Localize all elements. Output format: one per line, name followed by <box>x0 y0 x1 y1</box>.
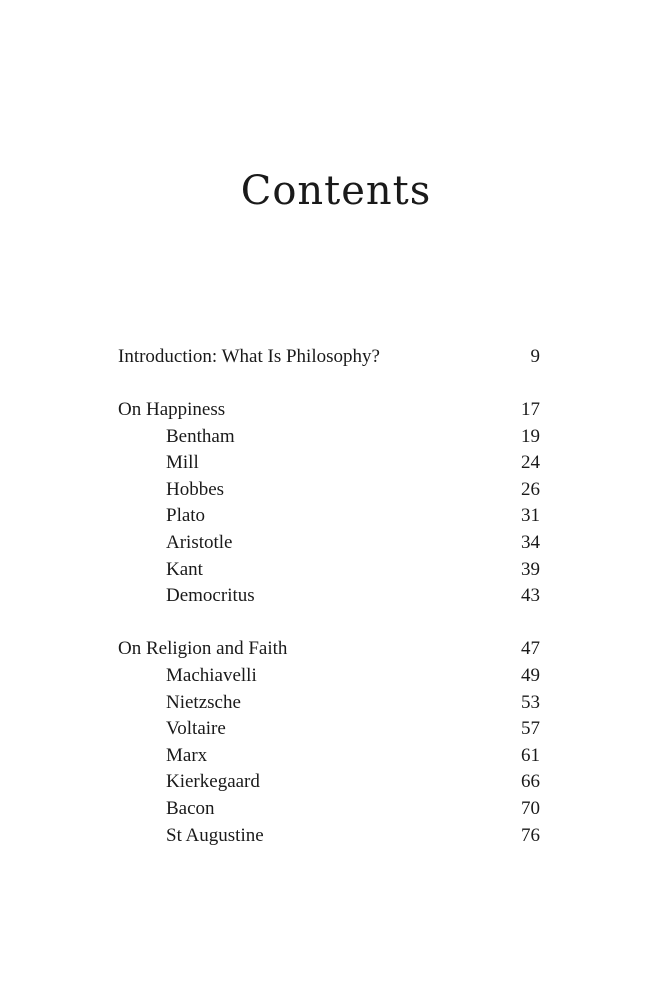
toc-page-number: 39 <box>521 558 540 580</box>
toc-page-number: 31 <box>521 505 540 527</box>
toc-page-number: 66 <box>521 771 540 793</box>
toc-entry[interactable] <box>118 557 540 584</box>
toc-page-number: 26 <box>521 478 540 500</box>
toc-page-number: 53 <box>521 691 540 713</box>
toc-entry[interactable] <box>118 796 540 823</box>
toc-entry-label: Kant <box>166 558 203 580</box>
toc-entry[interactable] <box>118 503 540 530</box>
toc-page-number: 19 <box>521 425 540 447</box>
toc-page-number: 57 <box>521 718 540 740</box>
toc-entry-label: Plato <box>166 505 206 527</box>
table-of-contents <box>118 344 540 876</box>
toc-section-heading[interactable] <box>118 636 540 663</box>
toc-entry-label: Bentham <box>166 425 235 447</box>
toc-entry[interactable] <box>118 823 540 850</box>
toc-entry-label: Nietzsche <box>166 691 241 713</box>
toc-entry-label: Marx <box>166 744 208 766</box>
toc-section-heading[interactable] <box>118 397 540 424</box>
toc-intro-group <box>118 344 540 371</box>
toc-entry[interactable] <box>118 716 540 743</box>
toc-entry[interactable] <box>118 743 540 770</box>
toc-entry[interactable] <box>118 769 540 796</box>
toc-entry-label: Introduction: What Is Philosophy? <box>118 346 380 367</box>
toc-page-number: 49 <box>521 664 540 686</box>
toc-section-religion <box>118 636 540 849</box>
toc-page-number: 70 <box>521 797 540 819</box>
toc-entry[interactable] <box>118 663 540 690</box>
toc-page-number: 34 <box>521 532 540 554</box>
toc-entry-introduction[interactable] <box>118 344 540 371</box>
toc-page-number: 47 <box>521 638 540 660</box>
toc-entry[interactable] <box>118 530 540 557</box>
toc-entry[interactable] <box>118 690 540 717</box>
toc-entry-label: Aristotle <box>166 532 233 554</box>
toc-entry-label: Bacon <box>166 797 215 819</box>
toc-section-happiness <box>118 397 540 610</box>
toc-entry-label: Voltaire <box>166 718 226 740</box>
toc-entry-label: Hobbes <box>166 478 225 500</box>
toc-page-number: 9 <box>530 346 540 367</box>
toc-entry-label: St Augustine <box>166 824 264 846</box>
toc-section-label: On Happiness <box>118 399 226 421</box>
toc-entry-label: Kierkegaard <box>166 771 260 793</box>
toc-page-number: 61 <box>521 744 540 766</box>
page-title: Contents <box>240 168 432 214</box>
toc-entry-label: Mill <box>166 452 199 474</box>
toc-page-number: 24 <box>521 452 540 474</box>
toc-entry[interactable] <box>118 477 540 504</box>
toc-entry-label: Democritus <box>166 585 255 607</box>
toc-entry[interactable] <box>118 583 540 610</box>
toc-entry-label: Machiavelli <box>166 664 257 686</box>
toc-entry[interactable] <box>118 450 540 477</box>
toc-entry[interactable] <box>118 424 540 451</box>
toc-page-number: 43 <box>521 585 540 607</box>
toc-page-number: 76 <box>521 824 540 846</box>
toc-section-label: On Religion and Faith <box>118 638 288 660</box>
toc-page-number: 17 <box>521 399 540 421</box>
